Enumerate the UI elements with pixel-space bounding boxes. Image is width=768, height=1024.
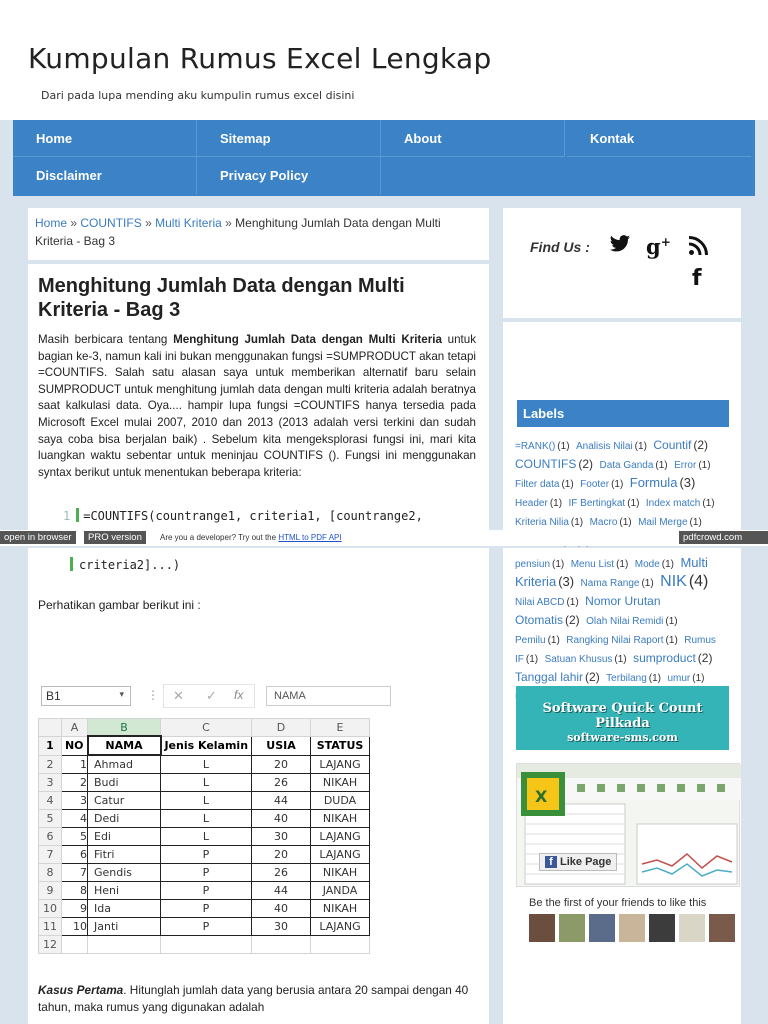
row-header[interactable]: 6 — [39, 828, 62, 846]
intro-text-rest: untuk bagian ke-3, namun kali ini bukan menggunakan fungsi =SUMPRODUCT akan tetapi =COUNTIFS. Salah satu alasan saya untuk memberikan alternatif baru selain SUMPRODUCT untuk menghitung jumlah data dengan multi kriteria adalah beratnya saat kalkulasi data. Oya.... hampir lupa fungsi =COUNTIFS hanya tersedia pada Microsoft Excel mulai 2007, 2010 dan 2013 (2013 adalah versi terkini dan sudah saya coba bisa berjalan baik) . Sebelum kita mengeksplorasi fungsi ini, mari kita luangkan waktu sebentar untuk meninjau COUNTIFS (). Fungsi ini menggunakan syntax berikut untuk menentukan beberapa kriteria: — [38, 333, 476, 479]
post-title: Menghitung Jumlah Data dengan Multi Kriteria - Bag 3 — [38, 275, 405, 321]
label-link[interactable]: Macro — [589, 517, 618, 528]
label-link[interactable]: Rangking Nilai Raport — [566, 635, 664, 646]
label-link[interactable]: Data Ganda — [599, 460, 654, 471]
label-link[interactable]: Nilai ABCD — [515, 597, 565, 608]
breadcrumb-separator: » — [70, 216, 78, 230]
label-link[interactable]: Filter data — [515, 479, 560, 490]
grid-cell[interactable]: JANDA — [311, 882, 370, 900]
table-row — [39, 774, 370, 792]
grid-cell[interactable]: LAJANG — [311, 918, 370, 936]
code-block — [63, 508, 423, 523]
labels-list-continued — [515, 554, 730, 684]
grid-cell[interactable]: 1 — [62, 755, 88, 774]
grid-cell[interactable]: 6 — [62, 846, 88, 864]
label-count: (4) — [688, 573, 709, 590]
formula-actions — [163, 684, 255, 708]
sidebar-bottom — [503, 548, 741, 1024]
labels-list — [515, 436, 730, 528]
label-count: (1) — [619, 517, 632, 528]
pdfcrowd-brand[interactable]: pdfcrowd.com — [679, 531, 768, 544]
breadcrumb-current: Menghitung Jumlah Data dengan Multi Kriteria - Bag 3 — [35, 216, 441, 248]
label-count: (1) — [661, 559, 675, 570]
confirm-icon: ✓ — [206, 688, 217, 703]
label-count: (1) — [552, 559, 565, 570]
quick-count-banner[interactable] — [516, 686, 729, 750]
row-header[interactable]: 8 — [39, 864, 62, 882]
grid-cell[interactable]: 9 — [62, 900, 88, 918]
code-line-1: =COUNTIFS(countrange1, criteria1, [countrange2, — [83, 509, 423, 523]
formula-value: NAMA — [266, 686, 391, 706]
perhatikan-text: Perhatikan gambar berikut ini : — [38, 598, 201, 612]
code-line-number: 1 — [63, 509, 71, 523]
grid-cell[interactable]: 40 — [252, 900, 311, 918]
kasus-label: Kasus Pertama — [38, 983, 124, 997]
label-count: (1) — [566, 597, 579, 608]
grid-cell[interactable]: Budi — [88, 774, 161, 792]
kasus-description: . Hitunglah jumlah data yang berusia antara 20 sampai dengan 40 tahun, maka rumus yang digunakan adalah — [38, 983, 469, 1014]
table-row — [39, 736, 370, 755]
grid-cell[interactable]: 26 — [252, 774, 311, 792]
chevron-down-icon: ▾ — [119, 689, 124, 699]
breadcrumb-separator: » — [145, 216, 152, 230]
row-header[interactable]: 11 — [39, 918, 62, 936]
rss-icon[interactable] — [688, 236, 708, 262]
row-header[interactable]: 1 — [39, 736, 62, 755]
row-header[interactable]: 12 — [39, 936, 62, 954]
post-intro — [38, 332, 476, 481]
breadcrumb-countifs[interactable]: COUNTIFS — [80, 216, 142, 230]
breadcrumb-separator: » — [225, 216, 232, 230]
label-link[interactable]: Analisis Nilai — [575, 441, 633, 452]
grid-cell[interactable]: L — [161, 755, 252, 774]
facebook-page-widget[interactable] — [516, 763, 740, 887]
table-row — [39, 864, 370, 882]
grid-cell[interactable]: NAMA — [88, 736, 161, 755]
grid-cell[interactable]: 30 — [252, 828, 311, 846]
grid-cell[interactable]: LAJANG — [311, 846, 370, 864]
site-title[interactable]: Kumpulan Rumus Excel Lengkap — [28, 42, 492, 75]
label-count: (1) — [561, 479, 574, 490]
label-count: (1) — [627, 498, 640, 509]
column-header[interactable]: A — [62, 719, 88, 737]
nav-kontak[interactable]: Kontak — [567, 120, 751, 157]
table-row — [39, 792, 370, 810]
column-header[interactable]: D — [252, 719, 311, 737]
column-header[interactable]: C — [161, 719, 252, 737]
cancel-icon: ✕ — [173, 688, 184, 703]
find-us-widget — [503, 208, 741, 318]
grid-cell[interactable]: Ida — [88, 900, 161, 918]
grid-cell[interactable]: 10 — [62, 918, 88, 936]
label-link[interactable]: Header — [515, 498, 548, 509]
avatar[interactable] — [679, 914, 705, 942]
grid-cell[interactable]: Fitri — [88, 846, 161, 864]
code-block-continued — [70, 557, 180, 572]
grid-cell[interactable]: P — [161, 882, 252, 900]
developer-text-label: Are you a developer? Try out the — [160, 533, 277, 542]
spreadsheet-image — [38, 684, 388, 964]
label-link[interactable]: Pemilu — [515, 635, 546, 646]
avatar[interactable] — [649, 914, 675, 942]
name-box — [41, 686, 131, 706]
grid-cell[interactable]: DUDA — [311, 792, 370, 810]
grid-cell[interactable]: LAJANG — [311, 755, 370, 774]
grid-cell[interactable]: 4 — [62, 810, 88, 828]
grid-cell[interactable]: 40 — [252, 810, 311, 828]
grid-cell[interactable]: STATUS — [311, 736, 370, 755]
table-row — [39, 846, 370, 864]
facebook-icon: f — [545, 856, 557, 868]
label-count: (1) — [570, 517, 584, 528]
like-page-label: Like Page — [560, 856, 612, 868]
table-row — [39, 900, 370, 918]
quick-count-url: software-sms.com — [567, 731, 678, 744]
label-link[interactable]: Satuan Khusus — [544, 654, 613, 665]
breadcrumb-home[interactable]: Home — [35, 216, 68, 230]
facebook-icon[interactable]: f — [692, 266, 702, 291]
avatar[interactable] — [559, 914, 585, 942]
label-count: (1) — [702, 498, 715, 509]
grid-cell[interactable]: P — [161, 900, 252, 918]
label-count: (2) — [578, 457, 594, 471]
kasus-pertama-text — [38, 982, 478, 1016]
grid-cell[interactable]: 44 — [252, 882, 311, 900]
avatar[interactable] — [619, 914, 645, 942]
row-header[interactable]: 10 — [39, 900, 62, 918]
code-gutter-bar — [76, 508, 79, 522]
breadcrumb-multi-kriteria[interactable]: Multi Kriteria — [155, 216, 222, 230]
label-link[interactable]: Mail Merge — [638, 517, 688, 528]
grid-cell[interactable]: USIA — [252, 736, 311, 755]
developer-text — [160, 533, 342, 542]
grid-cell[interactable] — [161, 936, 252, 954]
label-count: (2) — [697, 651, 713, 665]
intro-bold: Menghitung Jumlah Data dengan Multi Kriteria — [173, 333, 442, 346]
post-content-continued — [28, 548, 489, 1024]
avatar[interactable] — [589, 914, 615, 942]
grid-cell[interactable]: P — [161, 846, 252, 864]
row-header[interactable]: 3 — [39, 774, 62, 792]
label-count: (2) — [693, 438, 709, 452]
grid-cell[interactable]: 30 — [252, 918, 311, 936]
label-link[interactable]: Terbilang — [606, 673, 647, 684]
label-link[interactable]: Mode — [634, 559, 660, 570]
label-link[interactable]: Index match — [645, 498, 701, 509]
label-link[interactable]: Nama Range — [580, 578, 640, 589]
label-link[interactable]: =RANK() — [515, 441, 556, 452]
label-link[interactable]: Olah Nilai Remidi — [586, 616, 664, 627]
grid-cell[interactable]: Edi — [88, 828, 161, 846]
more-options-icon: ⋮ — [147, 688, 159, 702]
label-link[interactable]: Kriteria Nilia — [515, 517, 569, 528]
grid-cell[interactable] — [311, 936, 370, 954]
cell-reference: B1 — [46, 689, 61, 703]
grid-cell[interactable]: 3 — [62, 792, 88, 810]
row-header[interactable]: 7 — [39, 846, 62, 864]
label-count: (1) — [549, 498, 563, 509]
grid-cell[interactable]: 44 — [252, 792, 311, 810]
quick-count-title: Software Quick Count Pilkada — [542, 701, 703, 731]
row-header[interactable]: 5 — [39, 810, 62, 828]
column-header[interactable]: B — [88, 719, 161, 737]
label-count: (2) — [565, 613, 580, 627]
nav-home[interactable]: Home — [13, 120, 197, 157]
label-count: (1) — [634, 441, 647, 452]
label-link[interactable]: Multi Kriteria — [515, 555, 708, 589]
grid-cell[interactable]: Dedi — [88, 810, 161, 828]
like-page-button[interactable] — [539, 853, 617, 871]
table-row — [39, 810, 370, 828]
labels-title: Labels — [517, 400, 729, 427]
grid-cell[interactable]: Jenis Kelamin — [161, 736, 252, 755]
intro-text: Masih berbicara tentang — [38, 333, 174, 346]
label-count: (1) — [665, 616, 678, 627]
grid-cell[interactable]: LAJANG — [311, 828, 370, 846]
code-line-2: criteria2]...) — [79, 558, 181, 572]
label-link[interactable]: NIK — [660, 573, 687, 590]
grid-cell[interactable]: P — [161, 918, 252, 936]
grid-cell[interactable]: P — [161, 864, 252, 882]
column-header[interactable] — [39, 719, 62, 737]
avatar[interactable] — [529, 914, 555, 942]
label-count: (1) — [611, 479, 624, 490]
label-count: (1) — [665, 635, 678, 646]
label-count: (1) — [641, 578, 654, 589]
grid-cell[interactable]: Janti — [88, 918, 161, 936]
label-link[interactable]: sumproduct — [633, 651, 696, 665]
svg-text:X: X — [535, 787, 548, 806]
label-count: (3) — [558, 574, 575, 589]
grid-cell[interactable]: 8 — [62, 882, 88, 900]
post-content — [28, 264, 489, 530]
grid-cell[interactable]: NIKAH — [311, 900, 370, 918]
breadcrumb — [28, 208, 489, 260]
grid-cell[interactable]: L — [161, 774, 252, 792]
spreadsheet-grid — [38, 718, 370, 954]
grid-cell[interactable]: L — [161, 792, 252, 810]
grid-cell[interactable]: NIKAH — [311, 810, 370, 828]
label-link[interactable]: IF Bertingkat — [568, 498, 626, 509]
label-link[interactable]: Error — [674, 460, 697, 471]
label-count: (1) — [557, 441, 570, 452]
twitter-icon[interactable] — [609, 234, 631, 260]
table-row — [39, 882, 370, 900]
table-row — [39, 936, 370, 954]
friend-avatars — [529, 914, 741, 944]
label-count: (1) — [547, 635, 560, 646]
grid-cell[interactable] — [62, 936, 88, 954]
label-count: (2) — [585, 670, 600, 684]
nav-privacy-policy[interactable]: Privacy Policy — [197, 157, 381, 194]
grid-cell[interactable]: Heni — [88, 882, 161, 900]
grid-cell[interactable]: L — [161, 810, 252, 828]
grid-cell[interactable]: 26 — [252, 864, 311, 882]
label-count: (1) — [689, 517, 702, 528]
grid-cell[interactable]: NO — [62, 736, 88, 755]
pdfcrowd-bar — [0, 530, 768, 546]
first-friends-text: Be the first of your friends to like this — [529, 897, 707, 909]
column-header[interactable]: E — [311, 719, 370, 737]
label-link[interactable]: Tanggal lahir — [515, 670, 584, 684]
nav-sitemap[interactable]: Sitemap — [197, 120, 381, 157]
site-header — [0, 0, 768, 120]
find-us-label: Find Us : — [530, 239, 590, 255]
grid-cell[interactable]: 20 — [252, 755, 311, 774]
label-count: (1) — [655, 460, 668, 471]
formula-bar — [41, 684, 388, 708]
grid-cell[interactable]: 20 — [252, 846, 311, 864]
label-link[interactable]: Formula — [629, 475, 678, 490]
nav-about[interactable]: About — [381, 120, 565, 157]
grid-cell[interactable]: NIKAH — [311, 774, 370, 792]
avatar[interactable] — [709, 914, 735, 942]
grid-cell[interactable] — [252, 936, 311, 954]
label-count: (1) — [616, 559, 629, 570]
row-header[interactable]: 4 — [39, 792, 62, 810]
grid-cell[interactable]: 2 — [62, 774, 88, 792]
grid-cell[interactable]: Ahmad — [88, 755, 161, 774]
main-nav — [13, 120, 755, 196]
label-count: (3) — [679, 475, 696, 490]
pro-version-button[interactable]: PRO version — [84, 531, 146, 544]
grid-cell[interactable] — [88, 936, 161, 954]
label-link[interactable]: Countif — [653, 438, 692, 452]
grid-cell[interactable]: Gendis — [88, 864, 161, 882]
grid-cell[interactable]: 7 — [62, 864, 88, 882]
grid-cell[interactable]: L — [161, 828, 252, 846]
site-description: Dari pada lupa mending aku kumpulin rumus excel disini — [41, 89, 355, 102]
label-count: (1) — [692, 673, 705, 684]
row-header[interactable]: 2 — [39, 755, 62, 774]
google-plus-icon[interactable]: g+ — [646, 234, 671, 259]
code-gutter-bar — [70, 557, 73, 571]
table-row — [39, 755, 370, 774]
html-to-pdf-link[interactable]: HTML to PDF API — [278, 533, 342, 542]
grid-cell[interactable]: Catur — [88, 792, 161, 810]
label-link[interactable]: COUNTIFS — [515, 457, 577, 471]
table-row — [39, 828, 370, 846]
label-count: (1) — [614, 654, 627, 665]
label-link[interactable]: pensiun — [515, 559, 551, 570]
label-link[interactable]: Menu List — [570, 559, 615, 570]
grid-cell[interactable]: NIKAH — [311, 864, 370, 882]
table-row — [39, 918, 370, 936]
label-link[interactable]: Nomor Urutan Otomatis — [515, 594, 661, 627]
grid-cell[interactable]: 5 — [62, 828, 88, 846]
nav-disclaimer[interactable]: Disclaimer — [13, 157, 197, 194]
row-header[interactable]: 9 — [39, 882, 62, 900]
label-count: (1) — [648, 673, 661, 684]
function-icon: fx — [234, 688, 244, 702]
label-link[interactable]: umur — [667, 673, 691, 684]
label-link[interactable]: Footer — [580, 479, 610, 490]
labels-widget — [503, 322, 741, 530]
label-count: (1) — [525, 654, 539, 665]
label-link[interactable]: Rumus IF — [515, 635, 716, 665]
label-count: (1) — [698, 460, 711, 471]
open-in-browser-button[interactable]: open in browser — [0, 531, 76, 544]
